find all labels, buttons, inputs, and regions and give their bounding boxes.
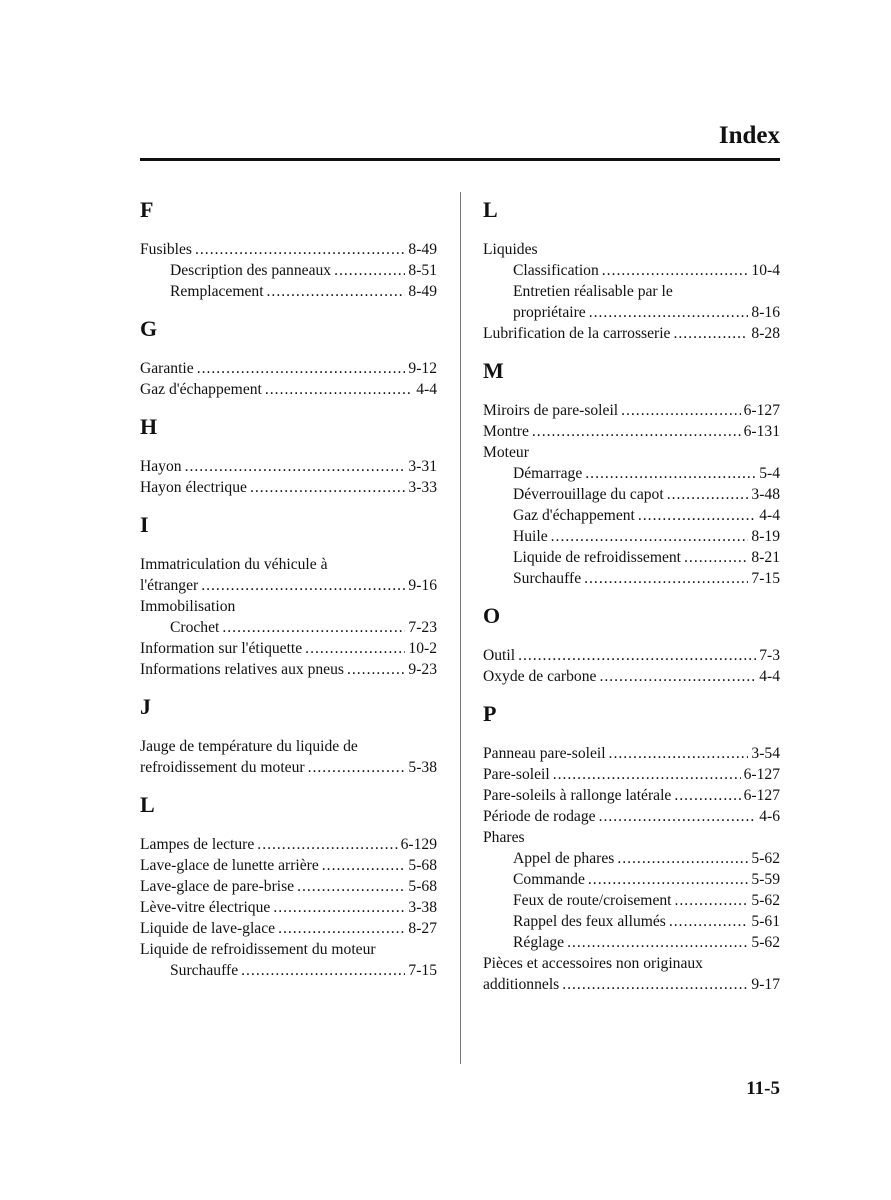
section-letter: L bbox=[140, 792, 155, 817]
entry-page: 5-62 bbox=[751, 850, 780, 867]
dot-leader bbox=[273, 897, 405, 918]
entry-page: 10-2 bbox=[408, 640, 437, 657]
section-letter: H bbox=[140, 414, 158, 439]
index-subentry bbox=[140, 260, 437, 281]
entry-page: 6-127 bbox=[743, 787, 780, 804]
entry-text: Lampes de lecture bbox=[140, 836, 255, 853]
entry-page: 5-61 bbox=[751, 913, 780, 930]
dot-leader bbox=[562, 974, 748, 995]
dot-leader bbox=[250, 477, 405, 498]
index-section bbox=[483, 356, 780, 589]
entry-page: 9-12 bbox=[408, 360, 437, 377]
entry-page: 8-28 bbox=[751, 325, 780, 342]
entry-page: 9-16 bbox=[408, 577, 437, 594]
entry-text: Hayon bbox=[140, 458, 182, 475]
entry-text: refroidissement du moteur bbox=[140, 759, 305, 776]
entry-text: Lave-glace de lunette arrière bbox=[140, 857, 319, 874]
dot-leader bbox=[602, 260, 749, 281]
index-entry bbox=[140, 239, 437, 260]
entry-text: Gaz d'échappement bbox=[140, 381, 262, 398]
dot-leader bbox=[675, 890, 749, 911]
index-entry bbox=[140, 638, 437, 659]
index-subentry bbox=[140, 617, 437, 638]
entry-page: 8-19 bbox=[751, 528, 780, 545]
entry-page: 6-127 bbox=[743, 402, 780, 419]
entry-text: Liquide de lave-glace bbox=[140, 920, 276, 937]
dot-leader bbox=[308, 757, 406, 778]
entry-text: Réglage bbox=[513, 934, 565, 951]
index-entry bbox=[483, 743, 780, 764]
entry-text: Hayon électrique bbox=[140, 479, 247, 496]
index-entry bbox=[483, 974, 780, 995]
column-divider bbox=[460, 192, 461, 1064]
entry-page: 6-127 bbox=[743, 766, 780, 783]
entry-text: additionnels bbox=[483, 976, 560, 993]
entry-text: Surchauffe bbox=[170, 962, 239, 979]
dot-leader bbox=[347, 659, 405, 680]
entry-page: 3-48 bbox=[751, 486, 780, 503]
index-entry bbox=[483, 764, 780, 785]
section-letter: G bbox=[140, 316, 158, 341]
entry-page: 6-129 bbox=[400, 836, 437, 853]
dot-leader bbox=[599, 806, 757, 827]
entry-text: Liquide de refroidissement du moteur bbox=[140, 941, 376, 958]
dot-leader bbox=[267, 281, 406, 302]
section-letter: P bbox=[483, 701, 497, 726]
index-subentry bbox=[483, 463, 780, 484]
index-subentry bbox=[483, 302, 780, 323]
entry-text: Immobilisation bbox=[140, 598, 236, 615]
index-section bbox=[140, 510, 437, 680]
section-letter: F bbox=[140, 197, 154, 222]
index-entry bbox=[140, 358, 437, 379]
section-letter: J bbox=[140, 694, 151, 719]
index-entry bbox=[483, 442, 780, 463]
dot-leader bbox=[621, 400, 741, 421]
entry-text: Information sur l'étiquette bbox=[140, 640, 303, 657]
index-section bbox=[140, 412, 437, 498]
index-subentry bbox=[483, 890, 780, 911]
entry-text: l'étranger bbox=[140, 577, 199, 594]
dot-leader bbox=[588, 869, 749, 890]
dot-leader bbox=[334, 260, 405, 281]
index-subentry bbox=[483, 911, 780, 932]
entry-page: 4-4 bbox=[759, 507, 780, 524]
index-section bbox=[140, 692, 437, 778]
entry-page: 6-131 bbox=[743, 423, 780, 440]
dot-leader bbox=[297, 876, 405, 897]
index-entry bbox=[483, 827, 780, 848]
entry-page: 8-21 bbox=[751, 549, 780, 566]
dot-leader bbox=[201, 575, 405, 596]
index-section bbox=[140, 314, 437, 400]
entry-text: Rappel des feux allumés bbox=[513, 913, 666, 930]
entry-text: Feux de route/croisement bbox=[513, 892, 672, 909]
entry-text: Informations relatives aux pneus bbox=[140, 661, 344, 678]
section-letter: M bbox=[483, 358, 504, 383]
entry-page: 8-27 bbox=[408, 920, 437, 937]
dot-leader bbox=[532, 421, 741, 442]
index-entry bbox=[483, 666, 780, 687]
index-entry bbox=[483, 645, 780, 666]
dot-leader bbox=[567, 932, 748, 953]
entry-page: 3-33 bbox=[408, 479, 437, 496]
entry-page: 3-54 bbox=[751, 745, 780, 762]
entry-text: Montre bbox=[483, 423, 529, 440]
entry-text: Panneau pare-soleil bbox=[483, 745, 606, 762]
index-entry bbox=[140, 456, 437, 477]
index-subentry bbox=[483, 932, 780, 953]
dot-leader bbox=[589, 302, 749, 323]
index-entry bbox=[140, 876, 437, 897]
entry-text: Pare-soleil bbox=[483, 766, 550, 783]
dot-leader bbox=[674, 785, 740, 806]
entry-page: 9-17 bbox=[751, 976, 780, 993]
entry-text: propriétaire bbox=[513, 304, 586, 321]
index-subentry bbox=[483, 505, 780, 526]
index-section bbox=[483, 699, 780, 995]
entry-text: Entretien réalisable par le bbox=[513, 283, 673, 300]
entry-page: 5-62 bbox=[751, 892, 780, 909]
entry-text: Déverrouillage du capot bbox=[513, 486, 664, 503]
entry-text: Lave-glace de pare-brise bbox=[140, 878, 295, 895]
index-entry bbox=[483, 806, 780, 827]
page-title: Index bbox=[718, 122, 780, 149]
dot-leader bbox=[257, 834, 397, 855]
entry-text: Lève-vitre électrique bbox=[140, 899, 271, 916]
entry-text: Miroirs de pare-soleil bbox=[483, 402, 619, 419]
index-section bbox=[140, 195, 437, 302]
dot-leader bbox=[609, 743, 749, 764]
entry-text: Liquide de refroidissement bbox=[513, 549, 682, 566]
section-letter: O bbox=[483, 603, 501, 628]
header-rule bbox=[140, 158, 780, 161]
entry-page: 3-31 bbox=[408, 458, 437, 475]
index-section bbox=[483, 195, 780, 344]
dot-leader bbox=[305, 638, 405, 659]
index-subentry bbox=[483, 848, 780, 869]
index-section bbox=[483, 601, 780, 687]
entry-text: Remplacement bbox=[170, 283, 264, 300]
entry-text: Outil bbox=[483, 647, 516, 664]
index-entry bbox=[140, 659, 437, 680]
entry-page: 8-49 bbox=[408, 241, 437, 258]
entry-page: 8-51 bbox=[408, 262, 437, 279]
entry-text: Jauge de température du liquide de bbox=[140, 738, 358, 755]
entry-text: Période de rodage bbox=[483, 808, 596, 825]
page-number: 11-5 bbox=[746, 1078, 780, 1099]
entry-text: Classification bbox=[513, 262, 599, 279]
entry-page: 9-23 bbox=[408, 661, 437, 678]
index-subentry bbox=[483, 484, 780, 505]
entry-page: 7-15 bbox=[751, 570, 780, 587]
index-entry bbox=[483, 785, 780, 806]
dot-leader bbox=[638, 505, 756, 526]
index-entry bbox=[140, 918, 437, 939]
entry-page: 4-4 bbox=[416, 381, 437, 398]
dot-leader bbox=[265, 379, 413, 400]
index-entry bbox=[140, 477, 437, 498]
index-subentry bbox=[140, 960, 437, 981]
index-subentry bbox=[483, 260, 780, 281]
entry-page: 5-38 bbox=[408, 759, 437, 776]
index-subentry bbox=[483, 547, 780, 568]
index-entry bbox=[140, 596, 437, 617]
entry-page: 5-68 bbox=[408, 857, 437, 874]
dot-leader bbox=[669, 911, 749, 932]
entry-text: Gaz d'échappement bbox=[513, 507, 635, 524]
dot-leader bbox=[518, 645, 756, 666]
dot-leader bbox=[197, 358, 406, 379]
entry-page: 3-38 bbox=[408, 899, 437, 916]
dot-leader bbox=[322, 855, 406, 876]
index-entry bbox=[483, 239, 780, 260]
dot-leader bbox=[617, 848, 748, 869]
index-entry bbox=[483, 323, 780, 344]
entry-page: 8-16 bbox=[751, 304, 780, 321]
entry-page: 10-4 bbox=[751, 262, 780, 279]
dot-leader bbox=[185, 456, 406, 477]
index-entry bbox=[140, 575, 437, 596]
entry-page: 4-6 bbox=[759, 808, 780, 825]
entry-page: 5-62 bbox=[751, 934, 780, 951]
index-entry bbox=[140, 736, 437, 757]
entry-page: 5-4 bbox=[759, 465, 780, 482]
entry-page: 7-15 bbox=[408, 962, 437, 979]
index-entry bbox=[140, 554, 437, 575]
index-entry bbox=[483, 400, 780, 421]
dot-leader bbox=[667, 484, 749, 505]
entry-page: 7-3 bbox=[759, 647, 780, 664]
entry-page: 5-68 bbox=[408, 878, 437, 895]
index-entry bbox=[140, 379, 437, 400]
entry-text: Surchauffe bbox=[513, 570, 582, 587]
section-letter: L bbox=[483, 197, 498, 222]
entry-text: Liquides bbox=[483, 241, 538, 258]
entry-text: Immatriculation du véhicule à bbox=[140, 556, 328, 573]
index-entry bbox=[140, 855, 437, 876]
dot-leader bbox=[195, 239, 405, 260]
entry-text: Commande bbox=[513, 871, 585, 888]
entry-text: Pièces et accessoires non originaux bbox=[483, 955, 703, 972]
index-entry bbox=[140, 897, 437, 918]
index-subentry bbox=[140, 281, 437, 302]
dot-leader bbox=[684, 547, 748, 568]
entry-text: Description des panneaux bbox=[170, 262, 332, 279]
entry-text: Garantie bbox=[140, 360, 194, 377]
section-letter: I bbox=[140, 512, 149, 537]
index-subentry bbox=[483, 869, 780, 890]
entry-text: Huile bbox=[513, 528, 548, 545]
index-column-right bbox=[483, 195, 780, 1007]
index-subentry bbox=[483, 526, 780, 547]
entry-page: 4-4 bbox=[759, 668, 780, 685]
dot-leader bbox=[599, 666, 756, 687]
index-entry bbox=[140, 939, 437, 960]
dot-leader bbox=[553, 764, 741, 785]
entry-text: Démarrage bbox=[513, 465, 583, 482]
entry-text: Phares bbox=[483, 829, 525, 846]
dot-leader bbox=[585, 463, 756, 484]
index-subentry bbox=[483, 568, 780, 589]
dot-leader bbox=[584, 568, 748, 589]
dot-leader bbox=[551, 526, 749, 547]
entry-text: Lubrification de la carrosserie bbox=[483, 325, 671, 342]
index-entry bbox=[140, 757, 437, 778]
index-section bbox=[140, 790, 437, 981]
index-entry bbox=[483, 953, 780, 974]
entry-text: Pare-soleils à rallonge latérale bbox=[483, 787, 672, 804]
entry-text: Appel de phares bbox=[513, 850, 615, 867]
dot-leader bbox=[673, 323, 748, 344]
dot-leader bbox=[278, 918, 405, 939]
entry-page: 7-23 bbox=[408, 619, 437, 636]
index-subentry bbox=[483, 281, 780, 302]
dot-leader bbox=[222, 617, 405, 638]
entry-page: 5-59 bbox=[751, 871, 780, 888]
entry-text: Fusibles bbox=[140, 241, 192, 258]
entry-text: Oxyde de carbone bbox=[483, 668, 597, 685]
entry-text: Moteur bbox=[483, 444, 529, 461]
dot-leader bbox=[241, 960, 405, 981]
index-entry bbox=[483, 421, 780, 442]
index-column-left bbox=[140, 195, 437, 993]
entry-text: Crochet bbox=[170, 619, 220, 636]
entry-page: 8-49 bbox=[408, 283, 437, 300]
index-entry bbox=[140, 834, 437, 855]
